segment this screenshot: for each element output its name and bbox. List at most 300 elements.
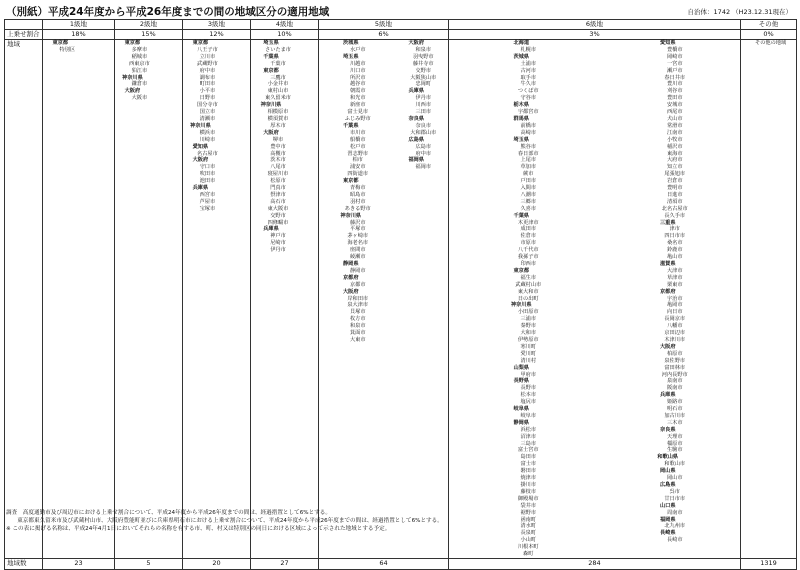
municipality-name: 姫路市 — [666, 399, 683, 406]
region-sublist — [741, 40, 786, 47]
region-cell-other — [741, 40, 797, 559]
municipality-name: 大和市 — [520, 330, 537, 337]
municipality-name: 函南町 — [520, 516, 537, 523]
municipality-name: 西宮市 — [199, 191, 216, 198]
prefecture-name: 大阪府 — [659, 343, 676, 350]
municipality-name: その他の地域 — [755, 40, 787, 46]
municipality-name: 長泉町 — [520, 530, 537, 537]
municipality-name: 岡山市 — [666, 475, 683, 482]
municipality-name: 柏市 — [352, 157, 363, 164]
municipality-name: 草加市 — [520, 164, 537, 171]
municipality-name: 河内長野市 — [661, 371, 688, 378]
prefecture-name: 千葉県 — [342, 122, 359, 129]
municipality-name: 平塚市 — [349, 226, 366, 233]
municipality-name: 守口市 — [199, 164, 216, 171]
municipality-name: 稲城市 — [131, 53, 148, 60]
rate-row — [5, 30, 797, 40]
municipality-name: 清川村 — [520, 357, 537, 364]
region-sublist — [596, 40, 741, 558]
municipality-name: 三鷹市 — [270, 74, 286, 81]
prefecture-name: 神奈川県 — [190, 122, 211, 129]
region-sublist — [220, 40, 250, 213]
region-sublist — [385, 40, 449, 344]
municipality-name: 所沢市 — [349, 74, 366, 81]
municipality-name: 橿原市 — [666, 440, 683, 447]
municipality-name: 前橋市 — [520, 122, 537, 129]
municipality-name: 取手市 — [520, 74, 537, 81]
municipality-name: 豊中市 — [270, 143, 286, 150]
prefecture-name: 愛知県 — [659, 40, 676, 46]
prefecture-name: 岡山県 — [659, 468, 676, 475]
municipality-name: さいたま市 — [265, 46, 291, 53]
prefecture-name: 大阪府 — [408, 40, 425, 46]
municipality-name: 茅ヶ崎市 — [347, 233, 369, 240]
municipality-name: 摂津市 — [270, 191, 286, 198]
municipality-name: 和泉市 — [415, 46, 432, 53]
prefecture-name: 和歌山県 — [657, 454, 679, 461]
region-cell-grade-5 — [319, 40, 449, 559]
municipality-name: 福岡市 — [415, 164, 432, 171]
municipality-name: 横浜市 — [199, 129, 216, 136]
prefecture-name: 岐阜県 — [513, 406, 530, 413]
municipality-name: 松戸市 — [349, 143, 366, 150]
municipality-name: 名古屋市 — [197, 150, 218, 157]
municipality-name: 豊橋市 — [666, 46, 683, 53]
prefecture-name: 茨城県 — [342, 40, 359, 46]
municipality-name: 松原市 — [270, 178, 286, 185]
municipality-name: 川口市 — [349, 67, 366, 74]
rate-4: 10% — [251, 30, 319, 40]
municipality-name: 東久留米市 — [265, 95, 291, 102]
prefecture-name: 東京都 — [513, 267, 530, 274]
municipality-name: 相模原市 — [267, 109, 289, 116]
municipality-name: 常滑市 — [666, 122, 683, 129]
municipality-name: 犬山市 — [666, 115, 683, 122]
municipality-name: 富士宮市 — [517, 447, 539, 454]
municipality-name: 習志野市 — [347, 150, 369, 157]
municipality-name: 袋井市 — [520, 502, 537, 509]
municipality-name: 泉佐野市 — [664, 357, 686, 364]
municipality-name: 小田原市 — [517, 309, 539, 316]
municipality-name: 小金井市 — [267, 81, 289, 88]
prefecture-name: 東京都 — [124, 40, 141, 46]
prefecture-name: 長崎県 — [659, 530, 676, 537]
region-row-label: 地域 — [5, 40, 43, 559]
count-grade-4: 27 — [251, 558, 319, 569]
municipality-name: 府中市 — [415, 150, 432, 157]
municipality-name: 羽曳野市 — [412, 53, 434, 60]
municipality-name: 厚木市 — [270, 122, 286, 129]
municipality-name: 東村山市 — [267, 88, 289, 95]
municipality-name: 特別区 — [59, 46, 76, 53]
municipality-name: 宇都宮市 — [517, 109, 539, 116]
prefecture-name: 大阪府 — [124, 88, 141, 95]
municipality-name: 津市 — [669, 226, 680, 233]
municipality-name: 神戸市 — [270, 233, 286, 240]
municipality-name: 天理市 — [666, 433, 683, 440]
municipality-name: 池田市 — [199, 178, 216, 185]
municipality-name: 北名古屋市 — [661, 205, 688, 212]
municipality-name: 安城市 — [666, 102, 683, 109]
municipality-count-note: 自治体：1742 （H23.12.31現在） — [687, 8, 792, 16]
footnote-2: 東京都東久留米市及び武蔵村山市、大阪府豊能町並びに兵庫県明石市における上乗せ割合について、平成24年度から平成26年度までの間は、経過措置として6%とする。 — [6, 518, 443, 524]
municipality-name: 新座市 — [349, 102, 366, 109]
municipality-name: 高槻市 — [270, 150, 286, 157]
region-count-row — [5, 558, 797, 569]
grade-1-header: 1級地 — [43, 20, 115, 30]
prefecture-name: 兵庫県 — [408, 88, 425, 95]
prefecture-name: 千葉県 — [263, 53, 279, 60]
grade-other-header: その他 — [741, 20, 797, 30]
municipality-name: 掛川市 — [520, 482, 537, 488]
municipality-name: 御殿場市 — [517, 495, 539, 502]
municipality-name: 四條畷市 — [267, 219, 289, 226]
municipality-name: 藤沢市 — [349, 219, 366, 226]
municipality-name: 和泉市 — [349, 323, 366, 330]
municipality-name: 愛川町 — [520, 350, 537, 357]
municipality-name: 伊勢原市 — [517, 336, 539, 343]
municipality-name: 市川市 — [349, 129, 366, 136]
prefecture-name: 三重県 — [659, 219, 676, 226]
prefecture-name: 東京都 — [52, 40, 69, 46]
municipality-name: 亀山市 — [666, 254, 683, 261]
municipality-name: 船橋市 — [349, 136, 366, 143]
municipality-name: 川崎市 — [199, 136, 216, 143]
grade-header-label — [5, 20, 43, 30]
grade-4-header: 4級地 — [251, 20, 319, 30]
municipality-name: 久喜市 — [520, 205, 537, 212]
municipality-name: 小牧市 — [666, 136, 683, 143]
municipality-name: 忠岡町 — [415, 81, 432, 88]
municipality-name: 柏原市 — [666, 350, 683, 357]
municipality-name: 府中市 — [199, 67, 216, 74]
municipality-name: 座間市 — [349, 247, 366, 254]
municipality-name: 札幌市 — [520, 46, 537, 53]
municipality-name: 伊丹市 — [415, 95, 432, 102]
municipality-name: 磐田市 — [520, 468, 537, 475]
grade-3-header: 3級地 — [183, 20, 251, 30]
municipality-name: 長崎市 — [666, 537, 683, 544]
municipality-name: 藤井寺市 — [412, 60, 434, 67]
municipality-name: 日進市 — [666, 191, 683, 198]
municipality-name: 狛江市 — [131, 67, 148, 74]
municipality-name: 芦屋市 — [199, 198, 216, 205]
municipality-name: 多摩市 — [131, 46, 148, 53]
municipality-name: 国立市 — [199, 109, 216, 116]
municipality-name: 鈴鹿市 — [666, 247, 683, 254]
municipality-name: 大阪市 — [131, 95, 148, 102]
prefecture-name: 栃木県 — [513, 102, 530, 109]
prefecture-name: 奈良県 — [659, 426, 676, 433]
municipality-name: 木更津市 — [517, 219, 539, 226]
municipality-name: 吹田市 — [199, 171, 216, 178]
municipality-name: 東大阪市 — [267, 205, 289, 212]
count-row-label: 地域数 — [5, 558, 43, 569]
municipality-name: 富士見市 — [347, 109, 369, 116]
municipality-name: 木津川市 — [664, 336, 686, 343]
region-sublist — [319, 40, 383, 344]
municipality-name: 千葉市 — [270, 60, 286, 67]
prefecture-name: 広島県 — [408, 136, 425, 143]
municipality-name: 稲沢市 — [666, 143, 683, 150]
prefecture-name: 神奈川県 — [340, 212, 362, 219]
municipality-name: 裾野市 — [520, 509, 537, 516]
municipality-name: 入間市 — [520, 185, 537, 192]
municipality-name: 尾張旭市 — [664, 171, 686, 178]
prefecture-name: 埼玉県 — [342, 53, 359, 60]
municipality-name: 西東京市 — [129, 60, 150, 67]
municipality-name: 焼津市 — [520, 475, 537, 482]
region-sublist — [80, 40, 115, 54]
municipality-name: 三田市 — [415, 109, 432, 116]
region-sublist — [788, 40, 796, 47]
municipality-name: 上尾市 — [520, 157, 537, 164]
prefecture-name: 京都府 — [342, 274, 359, 281]
municipality-name: 蕨市 — [523, 171, 534, 178]
region-sublist — [449, 40, 594, 558]
municipality-name: 川越市 — [349, 60, 366, 67]
prefecture-name: 兵庫県 — [192, 185, 209, 192]
municipality-name: 佐倉市 — [520, 233, 537, 240]
municipality-name: 宝塚市 — [199, 205, 216, 212]
municipality-name: 堺市 — [272, 136, 284, 143]
municipality-name: 大阪狭山市 — [410, 74, 437, 81]
municipality-name: 北九州市 — [664, 523, 686, 530]
region-cell-grade-2 — [115, 40, 183, 559]
prefecture-name: 静岡県 — [513, 419, 530, 426]
count-grade-3: 20 — [183, 558, 251, 569]
municipality-name: 交野市 — [270, 212, 286, 219]
municipality-name: 東海市 — [666, 150, 683, 157]
municipality-name: 静岡市 — [349, 267, 366, 274]
municipality-name: 日の出町 — [517, 295, 539, 302]
region-cell-grade-6 — [449, 40, 741, 559]
region-list-row — [5, 40, 797, 559]
municipality-name: 岐阜市 — [520, 412, 537, 419]
municipality-name: 市原市 — [520, 240, 537, 247]
prefecture-name: 東京都 — [342, 178, 359, 185]
municipality-name: 森町 — [523, 551, 534, 558]
municipality-name: 交野市 — [415, 67, 432, 74]
count-grade-1: 23 — [43, 558, 115, 569]
municipality-name: 寒川町 — [520, 343, 537, 350]
municipality-name: 高崎市 — [520, 129, 537, 136]
municipality-name: 奈良市 — [415, 122, 432, 129]
municipality-name: 羽村市 — [349, 198, 366, 205]
rate-2: 15% — [115, 30, 183, 40]
prefecture-name: 埼玉県 — [263, 40, 279, 46]
prefecture-name: 滋賀県 — [659, 261, 676, 267]
municipality-name: 岩倉市 — [666, 178, 683, 185]
municipality-name: 日野市 — [199, 95, 216, 102]
count-grade-6: 284 — [449, 558, 741, 569]
municipality-name: 三郷市 — [520, 198, 537, 205]
municipality-name: 桑名市 — [666, 240, 683, 247]
municipality-name: 豊川市 — [666, 81, 683, 88]
municipality-name: 尼崎市 — [270, 240, 286, 247]
municipality-name: 箕面市 — [349, 330, 366, 337]
count-other: 1319 — [741, 558, 797, 569]
municipality-name: 国分寺市 — [197, 102, 218, 109]
rate-other: 0% — [741, 30, 797, 40]
municipality-name: 周南市 — [666, 509, 683, 516]
prefecture-name: 神奈川県 — [510, 302, 532, 309]
municipality-name: 綾瀬市 — [349, 254, 366, 261]
region-cell-grade-1 — [43, 40, 115, 559]
municipality-name: 甲府市 — [520, 371, 537, 378]
municipality-name: 小平市 — [199, 88, 216, 95]
municipality-name: 豊田市 — [666, 95, 683, 102]
municipality-name: 川西市 — [415, 102, 432, 109]
municipality-name: 向日市 — [666, 309, 683, 316]
municipality-name: 東大和市 — [517, 288, 539, 295]
region-sublist — [251, 40, 291, 254]
municipality-name: 春日部市 — [517, 150, 539, 157]
prefecture-name: 大阪府 — [263, 129, 279, 136]
municipality-name: 富田林市 — [664, 364, 686, 371]
municipality-name: 八尾市 — [270, 164, 286, 171]
municipality-name: 清瀬市 — [199, 115, 216, 122]
municipality-name: 八千代市 — [517, 247, 539, 254]
municipality-name: 長久手市 — [664, 212, 686, 219]
footnotes — [6, 509, 796, 533]
municipality-name: 水戸市 — [349, 46, 366, 53]
municipality-name: 宇治市 — [666, 295, 683, 302]
municipality-name: 成田市 — [520, 226, 537, 233]
municipality-name: 生駒市 — [666, 447, 683, 454]
municipality-name: 三島市 — [520, 440, 537, 447]
rate-5: 6% — [319, 30, 449, 40]
municipality-name: 立川市 — [199, 53, 216, 60]
municipality-name: 門真市 — [270, 185, 286, 192]
prefecture-name: 茨城県 — [513, 53, 530, 60]
prefecture-name: 千葉県 — [513, 212, 530, 219]
municipality-name: 清須市 — [666, 198, 683, 205]
municipality-name: 我孫子市 — [517, 254, 539, 261]
prefecture-name: 大阪府 — [192, 157, 209, 164]
municipality-name: 印西市 — [520, 261, 537, 267]
municipality-name: 守谷市 — [520, 95, 537, 102]
municipality-name: 江南市 — [666, 129, 683, 136]
municipality-name: 西尾市 — [666, 109, 683, 116]
municipality-name: 四日市市 — [664, 233, 686, 240]
prefecture-name: 福岡県 — [659, 516, 676, 523]
municipality-name: 大津市 — [666, 267, 683, 274]
prefecture-name: 埼玉県 — [513, 136, 530, 143]
municipality-name: 伊丹市 — [270, 247, 286, 254]
municipality-name: 知立市 — [666, 164, 683, 171]
municipality-name: 草津市 — [666, 274, 683, 281]
municipality-name: 土浦市 — [520, 60, 537, 67]
municipality-name: 泉南市 — [666, 378, 683, 385]
rate-6: 3% — [449, 30, 741, 40]
municipality-name: 泉大津市 — [347, 302, 369, 309]
prefecture-name: 広島県 — [659, 482, 676, 488]
municipality-name: 広島市 — [415, 143, 432, 150]
municipality-name: 秦野市 — [520, 323, 537, 330]
municipality-name: 青梅市 — [349, 185, 366, 192]
region-sublist — [183, 40, 218, 213]
municipality-name: ふじみ野市 — [344, 115, 371, 122]
region-cell-grade-3 — [183, 40, 251, 559]
count-grade-5: 64 — [319, 558, 449, 569]
municipality-name: 清水町 — [520, 523, 537, 530]
municipality-name: 福生市 — [520, 274, 537, 281]
municipality-name: 長岡京市 — [664, 316, 686, 323]
municipality-name: 小山町 — [520, 537, 537, 544]
municipality-name: 鎌倉市 — [131, 81, 148, 88]
municipality-name: 三木市 — [666, 419, 683, 426]
footnote-1: 調査 高度通勤市及び周辺市における上乗せ割合について、平成24年度から平成26年度までの間は、経過措置として6%とする。 — [6, 510, 331, 516]
municipality-name: あきる野市 — [344, 205, 371, 212]
municipality-name: 大東市 — [349, 336, 366, 343]
municipality-name: 横須賀市 — [267, 115, 289, 122]
municipality-name: 熊谷市 — [520, 143, 537, 150]
rate-row-label: 上乗せ割合 — [5, 30, 43, 40]
grade-2-header: 2級地 — [115, 20, 183, 30]
municipality-name: 岡崎市 — [666, 53, 683, 60]
region-cell-grade-4 — [251, 40, 319, 559]
municipality-name: 明石市 — [666, 406, 683, 413]
prefecture-name: 兵庫県 — [263, 226, 279, 233]
municipality-name: 大府市 — [666, 157, 683, 164]
count-grade-2: 5 — [115, 558, 183, 569]
municipality-name: 貝塚市 — [349, 309, 366, 316]
prefecture-name: 神奈川県 — [260, 102, 282, 109]
prefecture-name: 東京都 — [192, 40, 209, 46]
municipality-name: 高石市 — [270, 198, 286, 205]
region-sublist — [152, 40, 182, 102]
municipality-name: 豊明市 — [666, 185, 683, 192]
municipality-name: 八王子市 — [197, 46, 218, 53]
grade-header-row — [5, 20, 797, 30]
grade-5-header: 5級地 — [319, 20, 449, 30]
municipality-name: 越谷市 — [349, 81, 366, 88]
municipality-name: 瀬戸市 — [666, 67, 683, 74]
prefecture-name: 長野県 — [513, 378, 530, 385]
municipality-name: 塩尻市 — [520, 399, 537, 406]
municipality-name: 古河市 — [520, 67, 537, 74]
municipality-name: 町田市 — [199, 81, 216, 88]
municipality-name: 三浦市 — [520, 316, 537, 323]
municipality-name: 八潮市 — [520, 191, 537, 198]
municipality-name: 武蔵野市 — [197, 60, 218, 67]
prefecture-name: 兵庫県 — [659, 392, 676, 399]
municipality-name: 藤枝市 — [520, 488, 537, 495]
municipality-name: 枚方市 — [349, 316, 366, 323]
municipality-name: 寝屋川市 — [267, 171, 289, 178]
municipality-name: 朝霞市 — [349, 88, 366, 95]
municipality-name: 岸和田市 — [347, 295, 369, 302]
municipality-name: 調布市 — [199, 74, 216, 81]
regional-classification-table — [4, 19, 797, 570]
municipality-name: 川根本町 — [517, 544, 539, 551]
municipality-name: つくば市 — [517, 88, 539, 95]
municipality-name: 武蔵村山市 — [515, 281, 542, 288]
prefecture-name: 北海道 — [513, 40, 530, 46]
prefecture-name: 静岡県 — [342, 261, 359, 267]
prefecture-name: 山梨県 — [513, 364, 530, 371]
municipality-name: 一宮市 — [666, 60, 683, 67]
prefecture-name: 山口県 — [659, 502, 676, 509]
municipality-name: 加古川市 — [664, 412, 686, 419]
municipality-name: 昭島市 — [349, 191, 366, 198]
municipality-name: 茨木市 — [270, 157, 286, 164]
municipality-name: 春日井市 — [664, 74, 686, 81]
prefecture-name: 奈良県 — [408, 115, 425, 122]
municipality-name: 亀岡市 — [666, 302, 683, 309]
prefecture-name: 愛知県 — [192, 143, 209, 150]
